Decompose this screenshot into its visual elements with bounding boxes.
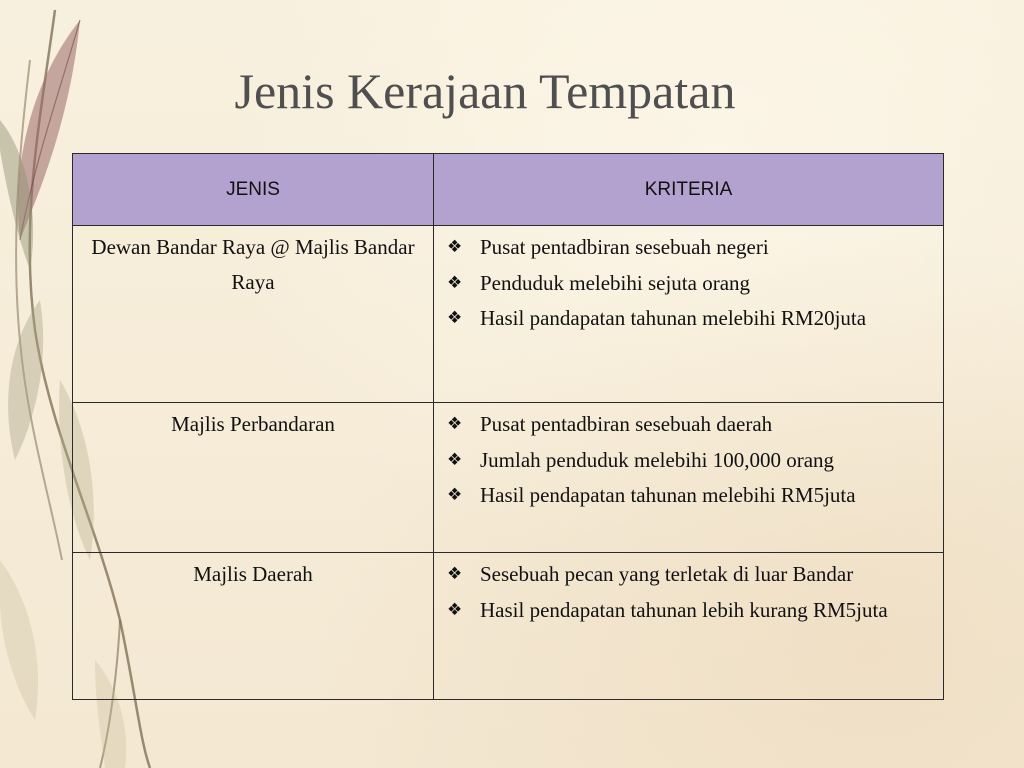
kriteria-cell: [434, 403, 944, 553]
jenis-cell: Majlis Daerah: [73, 553, 434, 700]
criteria-text: Hasil pandapatan tahunan melebihi RM20juta: [480, 306, 867, 330]
list-item: [440, 593, 937, 629]
list-item: [440, 301, 937, 337]
header-jenis: JENIS: [73, 154, 434, 226]
list-item: [440, 443, 937, 479]
header-kriteria: KRITERIA: [434, 154, 944, 226]
list-item: [440, 230, 937, 266]
list-item: [440, 478, 937, 514]
diamond-bullet-icon: ❖: [447, 414, 463, 434]
diamond-bullet-icon: ❖: [447, 237, 463, 257]
diamond-bullet-icon: ❖: [447, 599, 463, 620]
criteria-text: Pusat pentadbiran sesebuah negeri: [480, 235, 769, 259]
criteria-text: Hasil pendapatan tahunan lebih kurang RM5juta: [480, 597, 888, 622]
criteria-list: [440, 407, 937, 514]
government-types-table: [72, 153, 944, 700]
criteria-text: Hasil pendapatan tahunan melebihi RM5juta: [480, 483, 856, 507]
slide-title: Jenis Kerajaan Tempatan: [234, 63, 736, 119]
table-row: [73, 403, 944, 553]
list-item: [440, 557, 937, 593]
table-row: [73, 226, 944, 403]
list-item: [440, 407, 937, 443]
table-row: [73, 553, 944, 700]
kriteria-cell: [434, 226, 944, 403]
list-item: [440, 266, 937, 302]
criteria-list: [440, 557, 937, 628]
jenis-cell: Majlis Perbandaran: [73, 403, 434, 553]
criteria-text: Pusat pentadbiran sesebuah daerah: [480, 412, 773, 436]
kriteria-cell: [434, 553, 944, 700]
jenis-cell: Dewan Bandar Raya @ Majlis Bandar Raya: [73, 226, 434, 403]
diamond-bullet-icon: ❖: [447, 308, 463, 328]
criteria-text: Penduduk melebihi sejuta orang: [480, 270, 751, 295]
diamond-bullet-icon: ❖: [447, 272, 463, 293]
criteria-list: [440, 230, 937, 337]
criteria-text: Sesebuah pecan yang terletak di luar Bandar: [480, 562, 854, 586]
criteria-text: Jumlah penduduk melebihi 100,000 orang: [480, 447, 835, 472]
diamond-bullet-icon: ❖: [447, 485, 463, 505]
table-header-row: [73, 154, 944, 226]
diamond-bullet-icon: ❖: [447, 449, 463, 470]
diamond-bullet-icon: ❖: [447, 564, 463, 584]
